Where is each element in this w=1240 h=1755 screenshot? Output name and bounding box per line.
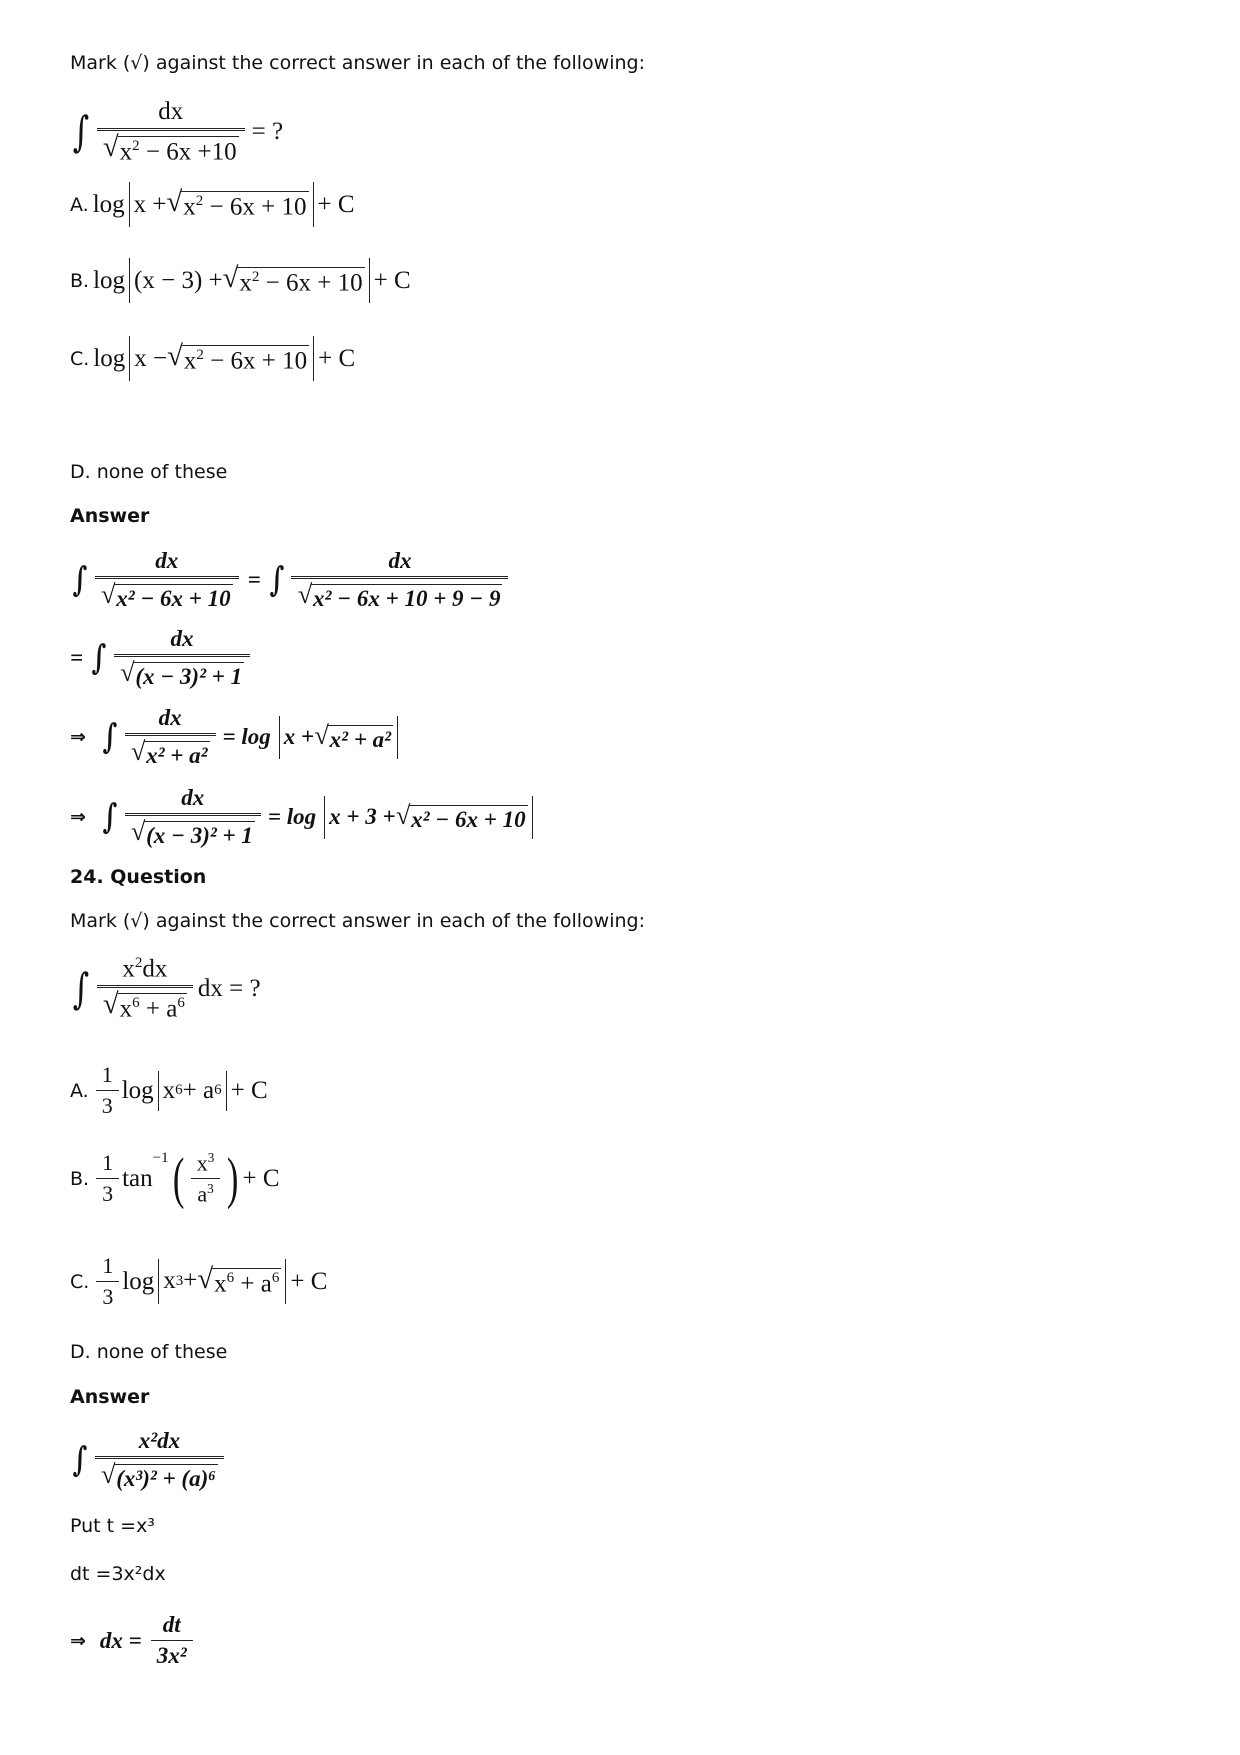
q24-option-b-label: B.	[70, 1167, 90, 1190]
q24-instruction: Mark (√) against the correct answer in each of the following:	[70, 910, 645, 932]
q23-answer-heading: Answer	[70, 505, 150, 527]
q24-answer-heading: Answer	[70, 1386, 150, 1408]
q23-option-b-label: B.	[70, 269, 90, 292]
q23-option-d-text: none of these	[96, 461, 228, 483]
q23-option-d-label: D.	[70, 461, 91, 483]
q24-option-a[interactable]	[70, 1062, 268, 1119]
q24-option-c[interactable]	[70, 1253, 327, 1310]
q24-option-d[interactable]	[70, 1341, 227, 1363]
q23-option-b-math: log (x − 3) + √ $x^2 - 6x + 10$ + C	[93, 258, 411, 303]
q23-option-b[interactable]	[70, 258, 411, 303]
q23-option-c-label: C.	[70, 347, 90, 370]
q23-question: ∫ dx √ $x^2 - 6x +10$ = ?	[72, 98, 284, 166]
q24-option-d-label: D.	[70, 1341, 91, 1363]
q24-heading: 24. Question	[70, 866, 207, 888]
q23-step-3: ⇒ ∫ dx √ x² + a² = log x + √ x² + a²	[70, 705, 402, 769]
q24-option-b-math: $\frac{1}{3}$ tan $^{-1}$ ( $\frac{x^3}{a^3}$ ) + C	[93, 1150, 279, 1208]
q24-option-a-label: A.	[70, 1079, 89, 1102]
q23-option-a-label: A.	[70, 193, 89, 216]
q24-option-c-label: C.	[70, 1270, 90, 1293]
q23-instruction: Mark (√) against the correct answer in each of the following:	[70, 52, 645, 74]
q23-step-1: ∫ dx √ x² − 6x + 10 = ∫ dx √ x² − 6x + 10 + 9 − 9	[70, 548, 511, 612]
q24-option-c-math: $\frac{1}{3}$ log x 3 + √ $x^6 + a^6$ + C	[93, 1253, 327, 1310]
q24-option-b[interactable]	[70, 1147, 280, 1211]
q24-option-d-text: none of these	[96, 1341, 228, 1363]
q24-option-a-math: $\frac{1}{3}$ log x 6 + a 6 + C	[93, 1062, 268, 1119]
q23-option-d[interactable]	[70, 461, 227, 483]
q23-option-c-math: log x − √ $x^2 - 6x + 10$ + C	[93, 336, 355, 381]
q24-step-4: ⇒ dx = $\frac{dt}{\text{3x²}}$	[70, 1612, 196, 1669]
q24-step-1: ∫ x²dx √ (x³)² + (a)⁶	[70, 1428, 227, 1492]
q23-option-a[interactable]	[70, 182, 355, 227]
q24-step-2: Put t =x³	[70, 1515, 155, 1537]
q23-step-2: = ∫ dx √ (x − 3)² + 1	[70, 626, 253, 690]
q24-question: ∫ $x^2dx$ √ $x^6 + a^6$ dx = ?	[72, 955, 261, 1023]
q24-step-3: dt =3x²dx	[70, 1563, 166, 1585]
q23-option-a-math: log x + √ $x^2 - 6x + 10$ + C	[93, 182, 355, 227]
q23-step-4: ⇒ ∫ dx √ (x − 3)² + 1 = log x + 3 + √ x² − 6x + 10	[70, 785, 537, 849]
q23-option-c[interactable]	[70, 336, 355, 381]
